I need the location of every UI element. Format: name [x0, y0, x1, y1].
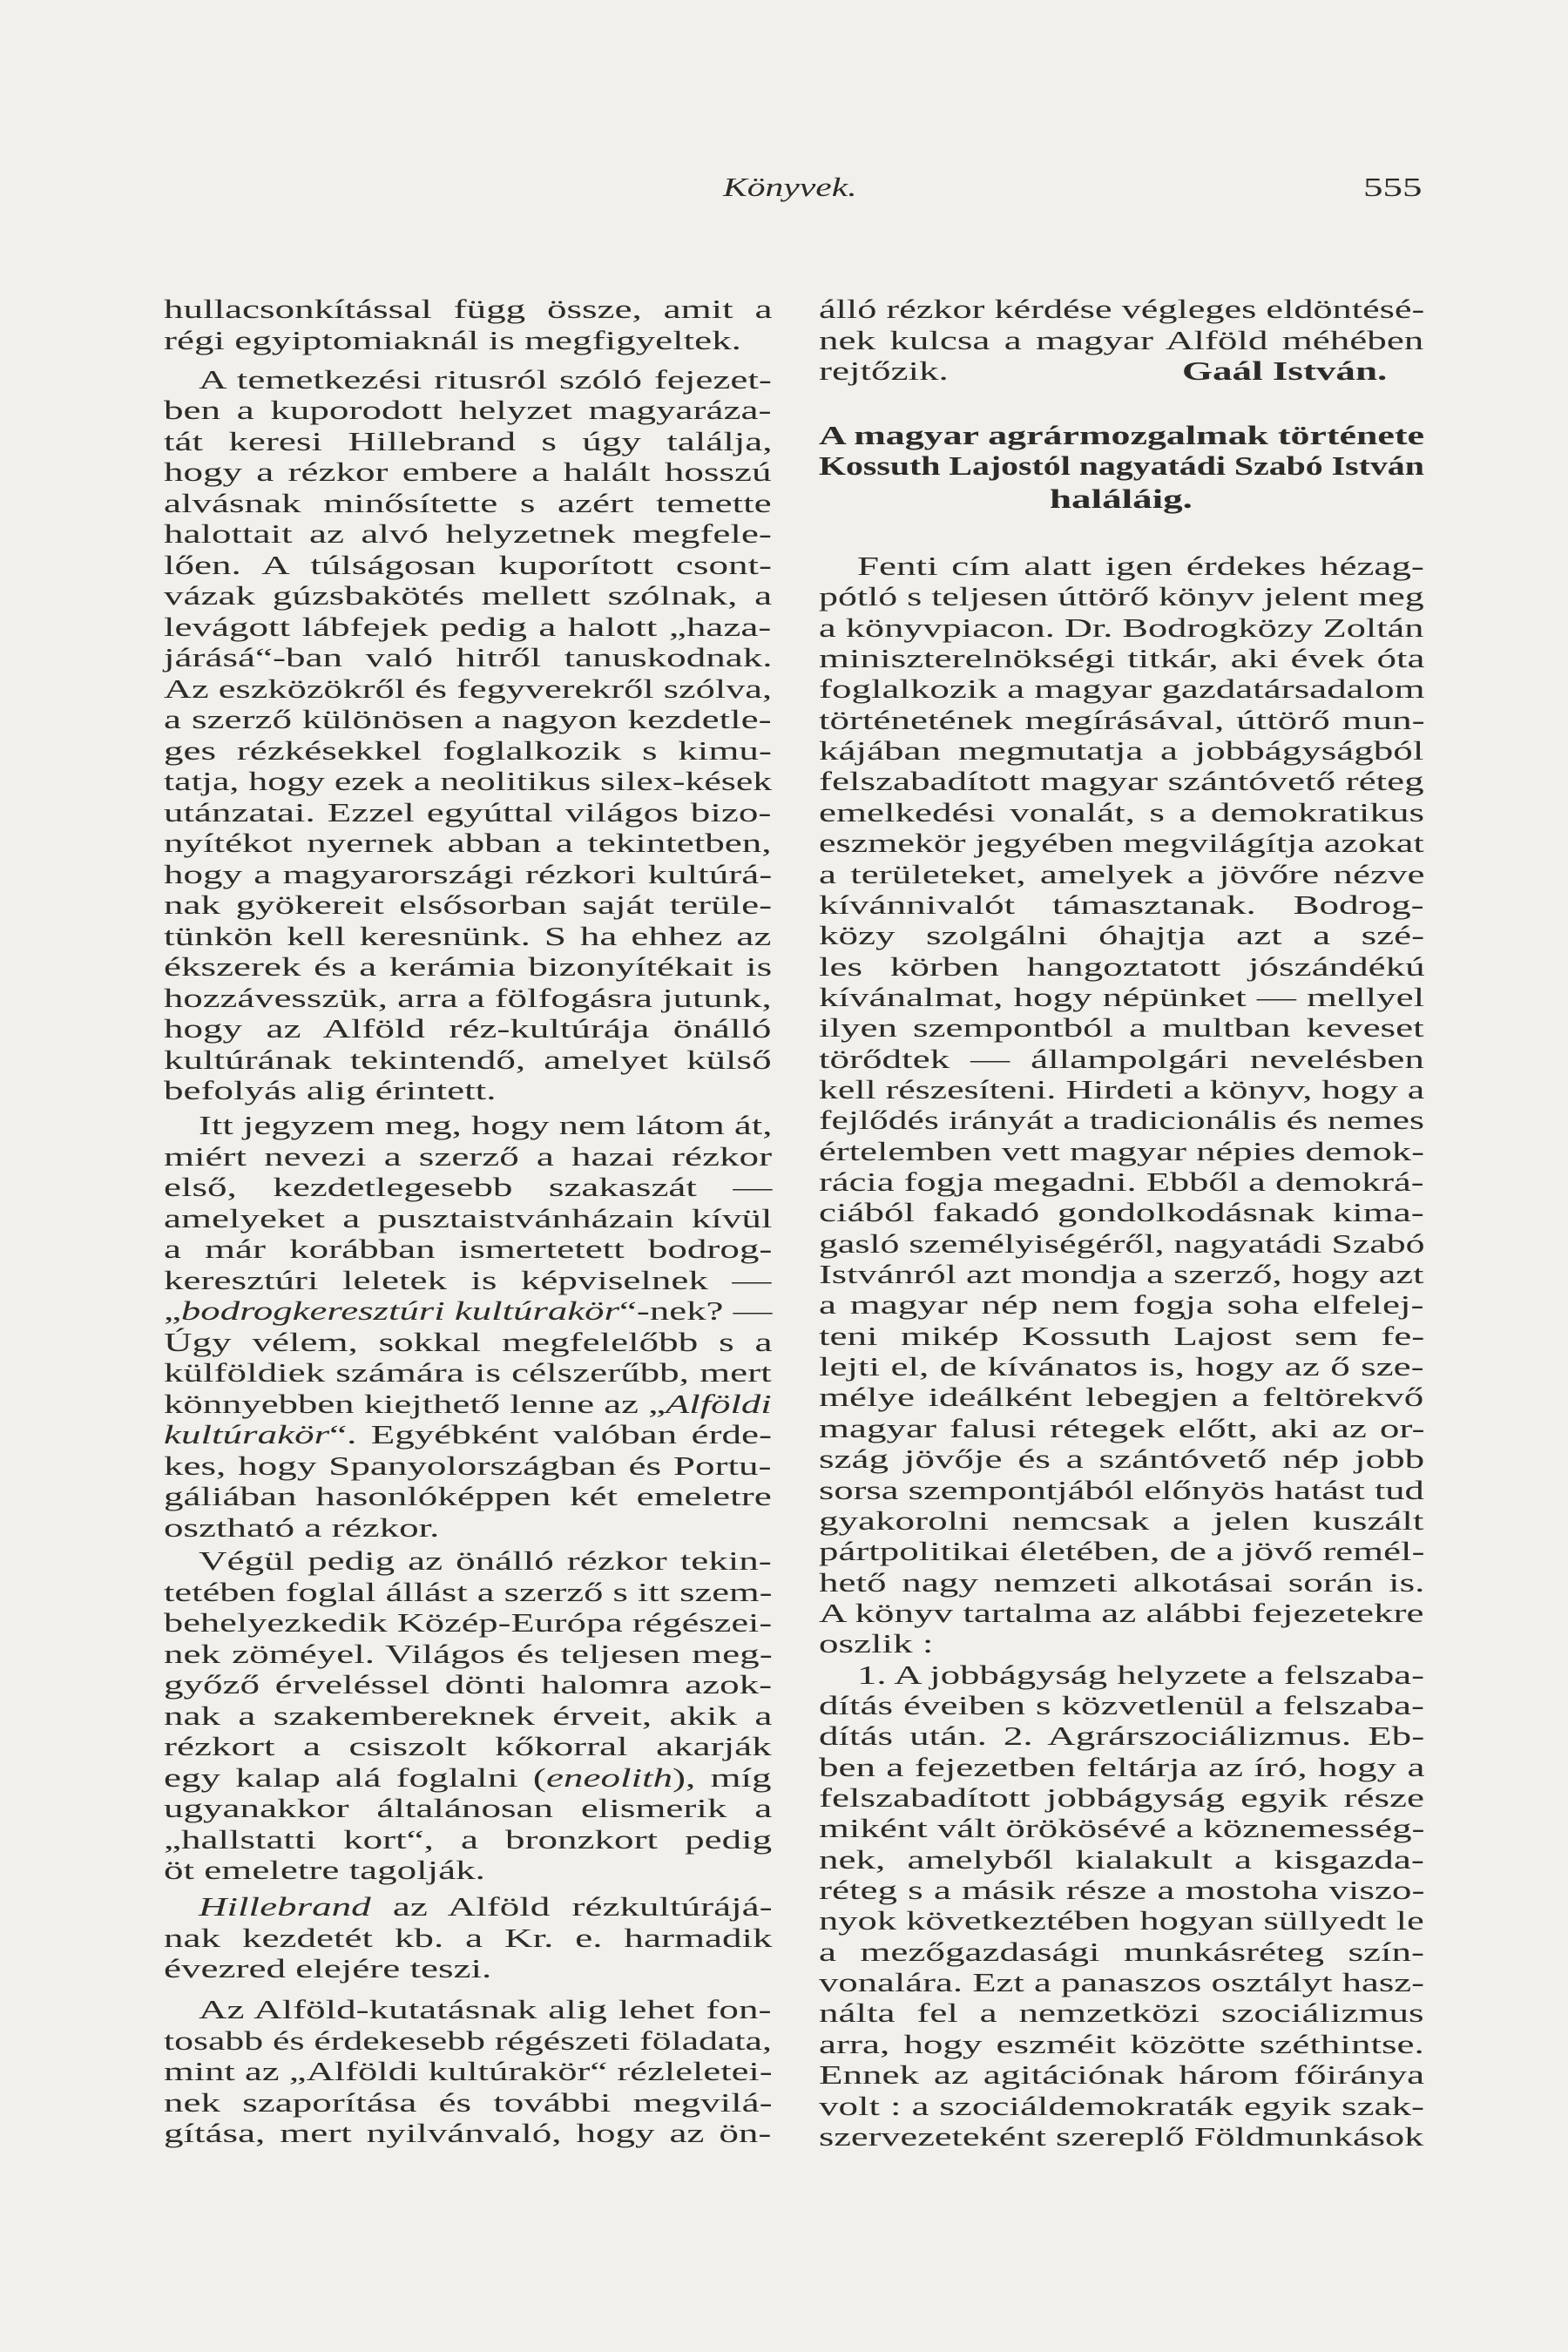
text-line: [819, 612, 1424, 643]
text-line: [819, 1320, 1425, 1351]
line-text: a mezőgazdasági munkásréteg szín-: [819, 1936, 1425, 1967]
text-line: [819, 1720, 1425, 1752]
text-line: [164, 704, 772, 734]
line-text: foglalkozik a magyar gazdatársadalom: [819, 673, 1425, 705]
line-text: vázak gúzsbakötés mellett szólnak, a: [164, 580, 773, 611]
text-line: [819, 1259, 1424, 1290]
line-text: történetének megírásával, úttörő mun-: [819, 704, 1425, 735]
line-text: felszabadított jobbágyság egyik része: [819, 1782, 1424, 1813]
text-line: egy kalap alá foglalni (eneolith), míg: [164, 1761, 772, 1793]
text-line: [164, 889, 773, 920]
text-line: [819, 1689, 1424, 1720]
line-text: régi egyiptomiaknál is megfigyeltek.: [164, 324, 741, 355]
line-text: nek zöméyel. Világos és teljesen meg-: [164, 1638, 773, 1669]
text-line: [819, 2059, 1425, 2091]
text-line: [819, 1751, 1425, 1782]
text-line: [819, 1536, 1425, 1567]
line-text: nek kulcsa a magyar Alföld méhében: [819, 324, 1424, 355]
text-line: [164, 1326, 773, 1357]
text-line: [164, 796, 772, 828]
line-text: rejtőzik.: [819, 355, 949, 386]
line-text: hullacsonkítással függ össze, amit a: [164, 294, 773, 324]
line-text: gasló személyiségéről, nagyatádi Szabó: [819, 1227, 1425, 1259]
line-text: utánzatai. Ezzel egyúttal világos bizo-: [164, 796, 772, 828]
text-line: [819, 1936, 1425, 1967]
line-text: mint az „Alföldi kultúrakör“ rézleletei-: [164, 2056, 773, 2086]
text-line: [164, 766, 773, 796]
line-text: ges rézkésekkel foglalkozik s kimu-: [164, 734, 772, 766]
text-line: [819, 581, 1424, 612]
line-text: a szerző különösen a nagyon kezdetle-: [164, 704, 772, 734]
text-line: [819, 1289, 1424, 1321]
text-line: [164, 1044, 772, 1075]
line-text: kívánnivalót támasztanak. Bodrog-: [819, 889, 1424, 920]
line-text: álló rézkor kérdése végleges eldöntésé-: [819, 294, 1425, 324]
text-line: [199, 1994, 772, 2024]
text-line: kultúrakör“. Egyébként valóban érde-: [164, 1419, 773, 1450]
text-line: [164, 1511, 440, 1543]
text-line: [819, 1012, 1424, 1044]
line-text: a már korábban ismertetett bodrog-: [164, 1233, 773, 1264]
line-text: Gaál István.: [1181, 355, 1387, 386]
text-line: [819, 858, 1425, 889]
text-line: [164, 1823, 773, 1855]
line-text: sorsa szempontjából előnyös hatást tud: [819, 1474, 1424, 1505]
text-line: [164, 1202, 773, 1233]
line-text: Itt jegyzem meg, hogy nem látom át,: [199, 1110, 773, 1140]
text-line: [819, 324, 1424, 355]
line-text: ciából fakadó gondolkodásnak kima-: [819, 1197, 1424, 1228]
line-text: tünkön kell keresnünk. S ha ehhez az: [164, 920, 772, 951]
text-line: [819, 1382, 1424, 1413]
text-line: [164, 1855, 485, 1885]
line-text: magyar falusi rétegek előtt, aki az or-: [819, 1412, 1425, 1443]
italic-emphasis: kultúrakör: [164, 1419, 330, 1450]
text-line: [164, 1264, 772, 1295]
text-line: [819, 355, 949, 386]
line-text: járásá“-ban való hitről tanuskodnak.: [164, 642, 773, 672]
text-line: [819, 1166, 1424, 1197]
text-line: [819, 1628, 934, 1659]
text-line: [164, 920, 772, 951]
line-text: hozzávesszük, arra a fölfogásra jutunk,: [164, 982, 772, 1013]
text-line: [819, 1566, 1425, 1598]
text-line: [164, 1450, 772, 1481]
text-line: [819, 2090, 1425, 2121]
line-text: felszabadított magyar szántóvető réteg: [819, 766, 1424, 797]
text-line: [164, 2086, 773, 2118]
line-text: kes, hogy Spanyolországban és Portu-: [164, 1450, 772, 1481]
italic-emphasis: Hillebrand: [199, 1891, 371, 1922]
review-title-line: [1050, 483, 1193, 514]
line-text: ben a kuporodott helyzet magyaráza-: [164, 395, 772, 425]
line-text: pótló s teljesen úttörő könyv jelent meg: [819, 581, 1424, 612]
line-text: értelemben vett magyar népies demok-: [819, 1135, 1425, 1166]
text-line: [164, 2056, 773, 2086]
text-line: [164, 1731, 772, 1761]
text-line: „bodrogkeresztúri kultúrakör“-nek? —: [164, 1295, 773, 1326]
text-line: [819, 889, 1424, 920]
text-line: [164, 982, 772, 1013]
line-text: rácia fogja megadni. Ebből a demokrá-: [819, 1166, 1424, 1197]
italic-emphasis: eneolith: [545, 1761, 673, 1793]
text-line: [164, 1953, 492, 1984]
line-text: ben a fejezetben feltárja az író, hogy a: [819, 1751, 1425, 1782]
review-title-line: [819, 420, 1424, 450]
text-line: [819, 1813, 1425, 1844]
text-line: [819, 1073, 1425, 1105]
text-line: [819, 920, 1425, 951]
line-text: ékszerek és a kerámia bizonyítékait is: [164, 951, 773, 982]
text-line: [164, 1357, 772, 1388]
text-line: [164, 425, 773, 456]
line-text: hogy a magyarországi rézkori kultúrá-: [164, 858, 773, 889]
line-text: évezred elejére teszi.: [164, 1953, 492, 1984]
line-text: tosabb és érdekesebb régészeti föladata,: [164, 2024, 772, 2056]
line-text: nyítékot nyernek abban a tekintetben,: [164, 828, 772, 858]
line-text: les körben hangoztatott jószándékú: [819, 950, 1425, 982]
line-text: közy szolgálni óhajtja azt a szé-: [819, 920, 1425, 951]
line-text: nak a szakembereknek érveit, akik a: [164, 1700, 773, 1731]
text-line: [819, 1967, 1425, 1998]
line-text: lejti el, de kívánatos is, hogy az ő sze-: [819, 1351, 1424, 1382]
text-line: [164, 1075, 497, 1105]
text-line: [164, 549, 773, 580]
text-line: [164, 1013, 772, 1044]
line-text: A temetkezési ritusról szóló fejezet-: [199, 363, 772, 395]
text-line: [164, 487, 772, 518]
line-text: dítás után. 2. Agrárszociálizmus. Eb-: [819, 1720, 1425, 1752]
text-line: [819, 1135, 1425, 1166]
line-text: miért nevezi a szerző a hazai rézkor: [164, 1140, 773, 1172]
line-text: törődtek — állampolgári nevelésben: [819, 1043, 1424, 1074]
text-line: [164, 1793, 773, 1823]
line-text: tetében foglal állást a szerző s itt szem-: [164, 1576, 773, 1607]
text-line: [819, 294, 1425, 324]
line-text: 555: [1362, 172, 1423, 202]
line-text: nyok következtében hogyan süllyedt le: [819, 1905, 1424, 1936]
text-line: [819, 673, 1425, 705]
text-line: [819, 796, 1425, 828]
line-text: hogy a rézkor embere a halált hosszú: [164, 456, 772, 487]
line-text: réteg s a másik része a mostoha viszo-: [819, 1875, 1425, 1906]
text-line: [164, 518, 772, 549]
page-number: [1362, 172, 1423, 202]
line-text: Az Alföld-kutatásnak alig lehet fon-: [199, 1994, 772, 2024]
line-text: gáliában hasonlóképpen két emeletre: [164, 1481, 772, 1511]
text-line: [857, 1659, 1425, 1690]
line-text: vonalára. Ezt a panaszos osztályt hasz-: [819, 1967, 1425, 1998]
text-line: [819, 828, 1424, 859]
text-line: [819, 643, 1425, 674]
text-line: [819, 1875, 1425, 1906]
text-line: [819, 1997, 1424, 2029]
line-text: kájában megmutatja a jobbágyságból: [819, 735, 1424, 767]
line-text: kívánalmat, hogy népünket — mellyel: [819, 981, 1425, 1012]
text-line: [164, 1638, 773, 1669]
line-text: Kossuth Lajostól nagyatádi Szabó István: [819, 450, 1424, 481]
line-text: A könyv tartalma az alábbi fejezetekre: [819, 1597, 1424, 1628]
text-line: [199, 1545, 772, 1576]
line-text: amelyeket a pusztaistvánházain kívül: [164, 1202, 773, 1233]
text-line: [819, 735, 1424, 767]
text-line: [164, 1922, 773, 1953]
text-line: [164, 858, 773, 889]
line-text: kultúrának tekintendő, amelyet külső: [164, 1044, 772, 1075]
line-text: nek, amelyből kialakult a kisgazda-: [819, 1843, 1424, 1875]
text-line: [164, 672, 773, 704]
text-line: [164, 580, 773, 611]
line-text: öt emeletre tagolják.: [164, 1855, 485, 1885]
text-line: [819, 1474, 1424, 1505]
line-text: miniszterelnökségi titkár, aki évek óta: [819, 643, 1425, 674]
text-line: [164, 828, 772, 858]
text-line: [819, 950, 1425, 982]
text-line: [164, 1481, 772, 1511]
text-line: [819, 1227, 1425, 1259]
line-text: tatja, hogy ezek a neolitikus silex-kések: [164, 766, 773, 796]
text-line: [164, 611, 772, 642]
line-text: a magyar nép nem fogja soha elfelej-: [819, 1289, 1424, 1321]
line-text: dítás éveiben s közvetlenül a felszaba-: [819, 1689, 1424, 1720]
italic-emphasis: Alföldi: [666, 1388, 772, 1419]
line-text: Végül pedig az önálló rézkor tekin-: [199, 1545, 772, 1576]
line-text: haláláig.: [1050, 483, 1193, 514]
line-text: gítása, mert nyilvánvaló, hogy az ön-: [164, 2118, 772, 2148]
text-line: [199, 1110, 773, 1140]
text-line: [164, 395, 772, 425]
line-text: első, kezdetlegesebb szakaszát —: [164, 1172, 773, 1202]
line-text: kell részesíteni. Hirdeti a könyv, hogy a: [819, 1073, 1425, 1105]
line-text: külföldiek számára is célszerűbb, mert: [164, 1357, 772, 1388]
text-line: [164, 1607, 773, 1638]
line-text: oszlik :: [819, 1628, 934, 1659]
text-line: [164, 294, 773, 324]
line-text: Úgy vélem, sokkal megfelelőbb s a: [164, 1326, 773, 1357]
running-title: [723, 172, 857, 202]
line-text: teni mikép Kossuth Lajost sem fe-: [819, 1320, 1425, 1351]
text-line: [164, 951, 773, 982]
line-text: alvásnak minősítette s azért temette: [164, 487, 772, 518]
line-text: emelkedési vonalát, s a demokratikus: [819, 796, 1425, 828]
line-text: levágott lábfejek pedig a halott „haza-: [164, 611, 772, 642]
line-text: „hallstatti kort“, a bronzkort pedig: [164, 1823, 773, 1855]
text-line: [819, 1843, 1424, 1875]
review-title-line: [819, 450, 1424, 481]
line-text: arra, hogy eszméit közötte széthintse.: [819, 2028, 1424, 2059]
line-text: nak gyökereit elsősorban saját terüle-: [164, 889, 773, 920]
text-line: [164, 734, 772, 766]
text-line: [857, 551, 1424, 581]
line-text: volt : a szociáldemokraták egyik szak-: [819, 2090, 1425, 2121]
text-line: [164, 456, 772, 487]
line-text: eszmekör jegyében megvilágítja azokat: [819, 828, 1424, 859]
text-line: [819, 2028, 1424, 2059]
line-text: gyakorolni nemcsak a jelen kuszált: [819, 1504, 1424, 1536]
review-author-signature: [1181, 355, 1387, 386]
line-text: hogy az Alföld réz-kultúrája önálló: [164, 1013, 772, 1044]
text-line: [164, 1700, 773, 1731]
text-line: [164, 1140, 773, 1172]
text-line: [164, 1669, 773, 1700]
line-text: halottait az alvó helyzetnek megfele-: [164, 518, 772, 549]
line-text: szág jövője és a szántóvető nép jobb: [819, 1443, 1425, 1475]
line-text: ilyen szempontból a multban keveset: [819, 1012, 1424, 1044]
line-text: szervezeteként szereplő Földmunkások: [819, 2120, 1424, 2152]
line-text: nak kezdetét kb. a Kr. e. harmadik: [164, 1922, 773, 1953]
line-text: behelyezkedik Közép-Európa régészei-: [164, 1607, 773, 1638]
line-text: lően. A túlságosan kuporított csont-: [164, 549, 773, 580]
text-line: [819, 1412, 1425, 1443]
line-text: befolyás alig érintett.: [164, 1075, 497, 1105]
text-line: [164, 1233, 773, 1264]
text-line: [819, 1782, 1424, 1813]
line-text: miként vált örökösévé a köznemesség-: [819, 1813, 1425, 1844]
text-line: [819, 1443, 1425, 1475]
line-text: hető nagy nemzeti alkotásai során is.: [819, 1566, 1425, 1598]
text-line: [819, 1197, 1424, 1228]
text-line: [164, 2118, 772, 2148]
line-text: 1. A jobbágyság helyzete a felszaba-: [857, 1659, 1425, 1690]
text-line: [819, 981, 1425, 1012]
line-text: fejlődés irányát a tradicionális és nemes: [819, 1105, 1424, 1136]
line-text: pártpolitikai életében, de a jövő remél-: [819, 1536, 1425, 1567]
text-line: [164, 642, 773, 672]
text-line: [164, 1576, 773, 1607]
line-text: a könyvpiacon. Dr. Bodrogközy Zoltán: [819, 612, 1424, 643]
text-line: Hillebrand az Alföld rézkultúrájá-: [199, 1891, 773, 1922]
line-text: keresztúri leletek is képviselnek —: [164, 1264, 772, 1295]
text-line: [164, 1172, 773, 1202]
line-text: A magyar agrármozgalmak története: [819, 420, 1424, 450]
line-text: Könyvek.: [723, 172, 857, 202]
line-text: osztható a rézkor.: [164, 1511, 440, 1543]
line-text: rézkort a csiszolt kőkorral akarják: [164, 1731, 772, 1761]
text-line: [819, 1597, 1424, 1628]
line-text: nálta fel a nemzetközi szociálizmus: [819, 1997, 1424, 2029]
line-text: a területeket, amelyek a jövőre nézve: [819, 858, 1425, 889]
text-line: [819, 1351, 1424, 1382]
text-line: [199, 363, 772, 395]
text-line: [819, 1043, 1424, 1074]
line-text: győző érveléssel dönti halomra azok-: [164, 1669, 773, 1700]
line-text: mélye ideálként lebegjen a feltörekvő: [819, 1382, 1424, 1413]
text-line: [819, 704, 1425, 735]
text-line: [819, 1905, 1424, 1936]
text-line: [164, 2024, 772, 2056]
line-text: ugyanakkor általánosan elismerik a: [164, 1793, 773, 1823]
text-line: [819, 766, 1424, 797]
text-line: [819, 1105, 1424, 1136]
text-line: [164, 324, 741, 355]
text-line: [819, 2120, 1424, 2152]
line-text: Fenti cím alatt igen érdekes hézag-: [857, 551, 1424, 581]
line-text: tát keresi Hillebrand s úgy találja,: [164, 425, 773, 456]
text-line: [819, 1504, 1424, 1536]
line-text: Az eszközökről és fegyverekről szólva,: [164, 672, 773, 704]
italic-emphasis: bodrogkeresztúri kultúrakör: [180, 1295, 620, 1326]
text-line: könnyebben kiejthető lenne az „Alföldi: [164, 1388, 772, 1419]
line-text: Ennek az agitációnak három főiránya: [819, 2059, 1425, 2091]
line-text: nek szaporítása és további megvilá-: [164, 2086, 773, 2118]
line-text: Istvánról azt mondja a szerző, hogy azt: [819, 1259, 1424, 1290]
